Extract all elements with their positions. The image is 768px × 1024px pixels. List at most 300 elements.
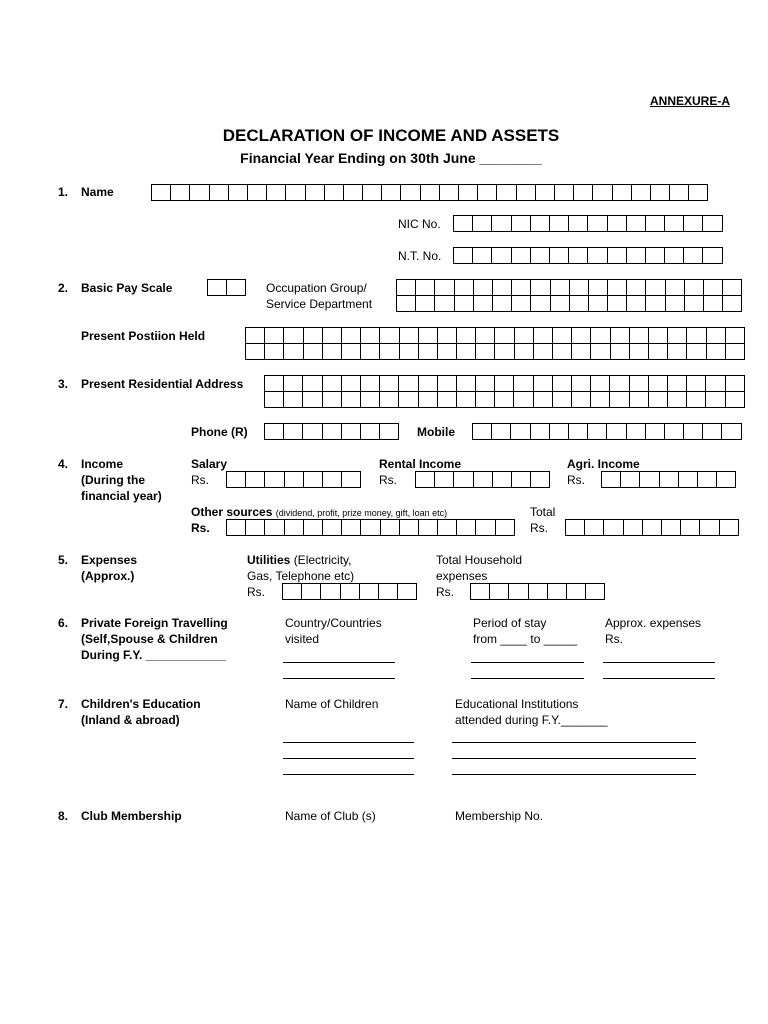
char-box[interactable] <box>632 185 651 201</box>
char-box[interactable] <box>610 392 629 408</box>
char-box[interactable] <box>476 344 495 360</box>
char-box[interactable] <box>668 376 687 392</box>
mobile-boxes[interactable] <box>472 423 742 440</box>
char-box[interactable] <box>457 520 476 536</box>
char-box[interactable] <box>665 216 684 232</box>
char-box[interactable] <box>611 328 630 344</box>
char-box[interactable] <box>454 248 473 264</box>
char-box[interactable] <box>342 520 361 536</box>
char-box[interactable] <box>687 344 706 360</box>
char-box[interactable] <box>342 376 361 392</box>
char-box[interactable] <box>553 376 572 392</box>
char-box[interactable] <box>344 185 363 201</box>
char-box[interactable] <box>304 472 323 488</box>
address-boxes[interactable] <box>264 375 745 408</box>
char-box[interactable] <box>474 280 493 296</box>
char-box[interactable] <box>570 280 589 296</box>
char-box[interactable] <box>227 520 246 536</box>
char-box[interactable] <box>700 520 719 536</box>
char-box[interactable] <box>284 392 303 408</box>
char-box[interactable] <box>416 472 435 488</box>
char-box[interactable] <box>416 280 435 296</box>
char-box[interactable] <box>685 280 704 296</box>
char-box[interactable] <box>717 472 736 488</box>
char-box[interactable] <box>380 392 399 408</box>
char-box[interactable] <box>493 472 512 488</box>
char-box[interactable] <box>534 392 553 408</box>
char-box[interactable] <box>400 520 419 536</box>
char-box[interactable] <box>621 472 640 488</box>
char-box[interactable] <box>515 344 534 360</box>
char-box[interactable] <box>687 376 706 392</box>
char-box[interactable] <box>531 248 550 264</box>
char-box[interactable] <box>613 185 632 201</box>
char-box[interactable] <box>171 185 190 201</box>
char-box[interactable] <box>567 584 586 600</box>
char-box[interactable] <box>303 424 322 440</box>
char-box[interactable] <box>589 296 608 312</box>
char-box[interactable] <box>265 520 284 536</box>
char-box[interactable] <box>473 424 492 440</box>
char-box[interactable] <box>419 520 438 536</box>
char-box[interactable] <box>569 216 588 232</box>
char-box[interactable] <box>265 344 284 360</box>
char-box[interactable] <box>304 328 323 344</box>
phone-boxes[interactable] <box>264 423 399 440</box>
char-box[interactable] <box>511 424 530 440</box>
char-box[interactable] <box>649 376 668 392</box>
char-box[interactable] <box>304 520 323 536</box>
char-box[interactable] <box>284 424 303 440</box>
char-box[interactable] <box>227 280 246 296</box>
char-box[interactable] <box>399 392 418 408</box>
char-box[interactable] <box>517 185 536 201</box>
char-box[interactable] <box>666 296 685 312</box>
char-box[interactable] <box>435 296 454 312</box>
char-box[interactable] <box>566 520 585 536</box>
char-box[interactable] <box>640 472 659 488</box>
char-box[interactable] <box>512 248 531 264</box>
other-sources-boxes[interactable] <box>226 519 515 536</box>
char-box[interactable] <box>285 520 304 536</box>
char-box[interactable] <box>550 216 569 232</box>
name-boxes[interactable] <box>151 184 708 201</box>
char-box[interactable] <box>471 584 490 600</box>
char-box[interactable] <box>401 185 420 201</box>
char-box[interactable] <box>551 296 570 312</box>
char-box[interactable] <box>303 376 322 392</box>
char-box[interactable] <box>399 376 418 392</box>
char-box[interactable] <box>591 392 610 408</box>
char-box[interactable] <box>474 296 493 312</box>
period-line-1[interactable] <box>471 662 584 663</box>
char-box[interactable] <box>624 520 643 536</box>
char-box[interactable] <box>246 328 265 344</box>
char-box[interactable] <box>440 185 459 201</box>
char-box[interactable] <box>382 185 401 201</box>
char-box[interactable] <box>286 185 305 201</box>
children-line-3[interactable] <box>283 774 414 775</box>
char-box[interactable] <box>284 376 303 392</box>
char-box[interactable] <box>248 185 267 201</box>
utilities-boxes[interactable] <box>282 583 417 600</box>
char-box[interactable] <box>304 344 323 360</box>
char-box[interactable] <box>687 392 706 408</box>
char-box[interactable] <box>668 392 687 408</box>
char-box[interactable] <box>190 185 209 201</box>
char-box[interactable] <box>398 584 417 600</box>
char-box[interactable] <box>400 344 419 360</box>
char-box[interactable] <box>361 520 380 536</box>
char-box[interactable] <box>476 392 495 408</box>
char-box[interactable] <box>492 424 511 440</box>
char-box[interactable] <box>265 392 284 408</box>
char-box[interactable] <box>704 296 723 312</box>
char-box[interactable] <box>512 296 531 312</box>
char-box[interactable] <box>495 376 514 392</box>
char-box[interactable] <box>474 472 493 488</box>
char-box[interactable] <box>227 472 246 488</box>
char-box[interactable] <box>585 520 604 536</box>
char-box[interactable] <box>666 280 685 296</box>
char-box[interactable] <box>381 520 400 536</box>
char-box[interactable] <box>703 216 722 232</box>
char-box[interactable] <box>531 280 550 296</box>
char-box[interactable] <box>627 248 646 264</box>
char-box[interactable] <box>380 424 399 440</box>
char-box[interactable] <box>361 344 380 360</box>
household-boxes[interactable] <box>470 583 605 600</box>
char-box[interactable] <box>514 376 533 392</box>
agri-boxes[interactable] <box>601 471 736 488</box>
char-box[interactable] <box>668 344 687 360</box>
char-box[interactable] <box>457 392 476 408</box>
char-box[interactable] <box>497 185 516 201</box>
children-line-1[interactable] <box>283 742 414 743</box>
char-box[interactable] <box>509 584 528 600</box>
char-box[interactable] <box>572 344 591 360</box>
char-box[interactable] <box>454 472 473 488</box>
char-box[interactable] <box>284 328 303 344</box>
char-box[interactable] <box>706 376 725 392</box>
char-box[interactable] <box>689 185 708 201</box>
char-box[interactable] <box>726 344 745 360</box>
total-boxes[interactable] <box>565 519 739 536</box>
char-box[interactable] <box>323 424 342 440</box>
char-box[interactable] <box>438 520 457 536</box>
char-box[interactable] <box>572 392 591 408</box>
char-box[interactable] <box>265 376 284 392</box>
char-box[interactable] <box>457 376 476 392</box>
char-box[interactable] <box>208 280 227 296</box>
char-box[interactable] <box>419 328 438 344</box>
char-box[interactable] <box>630 376 649 392</box>
char-box[interactable] <box>649 392 668 408</box>
nt-boxes[interactable] <box>453 247 723 264</box>
char-box[interactable] <box>588 248 607 264</box>
pay-scale-boxes[interactable] <box>207 279 246 296</box>
char-box[interactable] <box>265 328 284 344</box>
char-box[interactable] <box>569 248 588 264</box>
char-box[interactable] <box>323 328 342 344</box>
char-box[interactable] <box>649 328 668 344</box>
char-box[interactable] <box>457 328 476 344</box>
char-box[interactable] <box>476 328 495 344</box>
char-box[interactable] <box>361 376 380 392</box>
char-box[interactable] <box>602 472 621 488</box>
char-box[interactable] <box>457 344 476 360</box>
char-box[interactable] <box>627 424 646 440</box>
char-box[interactable] <box>704 280 723 296</box>
char-box[interactable] <box>681 520 700 536</box>
char-box[interactable] <box>455 280 474 296</box>
char-box[interactable] <box>553 344 572 360</box>
char-box[interactable] <box>379 584 398 600</box>
country-line-1[interactable] <box>283 662 395 663</box>
char-box[interactable] <box>416 296 435 312</box>
char-box[interactable] <box>454 216 473 232</box>
char-box[interactable] <box>608 296 627 312</box>
char-box[interactable] <box>512 216 531 232</box>
char-box[interactable] <box>646 296 665 312</box>
char-box[interactable] <box>610 376 629 392</box>
char-box[interactable] <box>455 296 474 312</box>
char-box[interactable] <box>323 472 342 488</box>
char-box[interactable] <box>473 216 492 232</box>
char-box[interactable] <box>548 584 567 600</box>
char-box[interactable] <box>720 520 739 536</box>
char-box[interactable] <box>531 424 550 440</box>
char-box[interactable] <box>611 344 630 360</box>
char-box[interactable] <box>531 296 550 312</box>
char-box[interactable] <box>534 328 553 344</box>
char-box[interactable] <box>726 376 745 392</box>
char-box[interactable] <box>670 185 689 201</box>
char-box[interactable] <box>342 328 361 344</box>
char-box[interactable] <box>514 392 533 408</box>
children-line-2[interactable] <box>283 758 414 759</box>
char-box[interactable] <box>668 328 687 344</box>
char-box[interactable] <box>593 185 612 201</box>
char-box[interactable] <box>604 520 623 536</box>
char-box[interactable] <box>550 248 569 264</box>
institution-line-3[interactable] <box>452 774 696 775</box>
char-box[interactable] <box>703 248 722 264</box>
char-box[interactable] <box>723 296 742 312</box>
char-box[interactable] <box>570 296 589 312</box>
char-box[interactable] <box>572 376 591 392</box>
char-box[interactable] <box>438 328 457 344</box>
char-box[interactable] <box>630 344 649 360</box>
char-box[interactable] <box>495 392 514 408</box>
char-box[interactable] <box>627 296 646 312</box>
char-box[interactable] <box>569 424 588 440</box>
char-box[interactable] <box>726 392 745 408</box>
char-box[interactable] <box>662 520 681 536</box>
char-box[interactable] <box>283 584 302 600</box>
char-box[interactable] <box>397 280 416 296</box>
char-box[interactable] <box>493 296 512 312</box>
char-box[interactable] <box>703 424 722 440</box>
char-box[interactable] <box>665 424 684 440</box>
char-box[interactable] <box>210 185 229 201</box>
char-box[interactable] <box>588 424 607 440</box>
char-box[interactable] <box>536 185 555 201</box>
char-box[interactable] <box>684 248 703 264</box>
char-box[interactable] <box>284 344 303 360</box>
char-box[interactable] <box>646 248 665 264</box>
char-box[interactable] <box>649 344 668 360</box>
char-box[interactable] <box>246 472 265 488</box>
char-box[interactable] <box>660 472 679 488</box>
char-box[interactable] <box>400 328 419 344</box>
char-box[interactable] <box>302 584 321 600</box>
expenses-line-1[interactable] <box>603 662 715 663</box>
char-box[interactable] <box>684 216 703 232</box>
char-box[interactable] <box>684 424 703 440</box>
char-box[interactable] <box>325 185 344 201</box>
char-box[interactable] <box>723 280 742 296</box>
char-box[interactable] <box>572 328 591 344</box>
char-box[interactable] <box>342 344 361 360</box>
char-box[interactable] <box>630 328 649 344</box>
char-box[interactable] <box>512 280 531 296</box>
char-box[interactable] <box>608 216 627 232</box>
char-box[interactable] <box>646 280 665 296</box>
char-box[interactable] <box>627 280 646 296</box>
char-box[interactable] <box>361 424 380 440</box>
char-box[interactable] <box>229 185 248 201</box>
char-box[interactable] <box>380 328 399 344</box>
char-box[interactable] <box>323 520 342 536</box>
char-box[interactable] <box>361 392 380 408</box>
char-box[interactable] <box>438 376 457 392</box>
char-box[interactable] <box>608 248 627 264</box>
char-box[interactable] <box>419 392 438 408</box>
char-box[interactable] <box>707 328 726 344</box>
char-box[interactable] <box>607 424 626 440</box>
char-box[interactable] <box>490 584 509 600</box>
nic-boxes[interactable] <box>453 215 723 232</box>
char-box[interactable] <box>342 424 361 440</box>
char-box[interactable] <box>435 280 454 296</box>
char-box[interactable] <box>361 328 380 344</box>
char-box[interactable] <box>553 392 572 408</box>
char-box[interactable] <box>551 280 570 296</box>
char-box[interactable] <box>419 376 438 392</box>
period-line-2[interactable] <box>471 678 584 679</box>
char-box[interactable] <box>726 328 745 344</box>
char-box[interactable] <box>534 376 553 392</box>
char-box[interactable] <box>687 328 706 344</box>
char-box[interactable] <box>323 344 342 360</box>
char-box[interactable] <box>342 392 361 408</box>
char-box[interactable] <box>303 392 322 408</box>
char-box[interactable] <box>492 248 511 264</box>
char-box[interactable] <box>555 185 574 201</box>
char-box[interactable] <box>591 328 610 344</box>
char-box[interactable] <box>152 185 171 201</box>
char-box[interactable] <box>306 185 325 201</box>
char-box[interactable] <box>246 344 265 360</box>
char-box[interactable] <box>435 472 454 488</box>
char-box[interactable] <box>342 472 361 488</box>
char-box[interactable] <box>380 376 399 392</box>
char-box[interactable] <box>591 376 610 392</box>
char-box[interactable] <box>646 216 665 232</box>
char-box[interactable] <box>630 392 649 408</box>
char-box[interactable] <box>496 520 515 536</box>
char-box[interactable] <box>553 328 572 344</box>
char-box[interactable] <box>380 344 399 360</box>
char-box[interactable] <box>512 472 531 488</box>
occupation-boxes[interactable] <box>396 279 742 312</box>
char-box[interactable] <box>531 472 550 488</box>
institution-line-2[interactable] <box>452 758 696 759</box>
char-box[interactable] <box>608 280 627 296</box>
char-box[interactable] <box>265 424 284 440</box>
char-box[interactable] <box>627 216 646 232</box>
char-box[interactable] <box>495 328 514 344</box>
char-box[interactable] <box>679 472 698 488</box>
char-box[interactable] <box>685 296 704 312</box>
char-box[interactable] <box>492 216 511 232</box>
char-box[interactable] <box>265 472 284 488</box>
char-box[interactable] <box>321 584 340 600</box>
char-box[interactable] <box>419 344 438 360</box>
country-line-2[interactable] <box>283 678 395 679</box>
char-box[interactable] <box>698 472 717 488</box>
char-box[interactable] <box>285 472 304 488</box>
char-box[interactable] <box>493 280 512 296</box>
char-box[interactable] <box>665 248 684 264</box>
char-box[interactable] <box>643 520 662 536</box>
char-box[interactable] <box>586 584 605 600</box>
institution-line-1[interactable] <box>452 742 696 743</box>
expenses-line-2[interactable] <box>603 678 715 679</box>
char-box[interactable] <box>478 185 497 201</box>
char-box[interactable] <box>363 185 382 201</box>
char-box[interactable] <box>438 344 457 360</box>
char-box[interactable] <box>438 392 457 408</box>
char-box[interactable] <box>341 584 360 600</box>
char-box[interactable] <box>397 296 416 312</box>
char-box[interactable] <box>473 248 492 264</box>
char-box[interactable] <box>323 376 342 392</box>
position-boxes[interactable] <box>245 327 745 360</box>
char-box[interactable] <box>531 216 550 232</box>
char-box[interactable] <box>360 584 379 600</box>
char-box[interactable] <box>421 185 440 201</box>
char-box[interactable] <box>529 584 548 600</box>
char-box[interactable] <box>550 424 569 440</box>
char-box[interactable] <box>534 344 553 360</box>
char-box[interactable] <box>495 344 514 360</box>
char-box[interactable] <box>589 280 608 296</box>
char-box[interactable] <box>651 185 670 201</box>
char-box[interactable] <box>323 392 342 408</box>
rental-boxes[interactable] <box>415 471 550 488</box>
char-box[interactable] <box>591 344 610 360</box>
salary-boxes[interactable] <box>226 471 361 488</box>
char-box[interactable] <box>646 424 665 440</box>
char-box[interactable] <box>515 328 534 344</box>
char-box[interactable] <box>476 376 495 392</box>
char-box[interactable] <box>246 520 265 536</box>
char-box[interactable] <box>459 185 478 201</box>
char-box[interactable] <box>707 344 726 360</box>
char-box[interactable] <box>574 185 593 201</box>
